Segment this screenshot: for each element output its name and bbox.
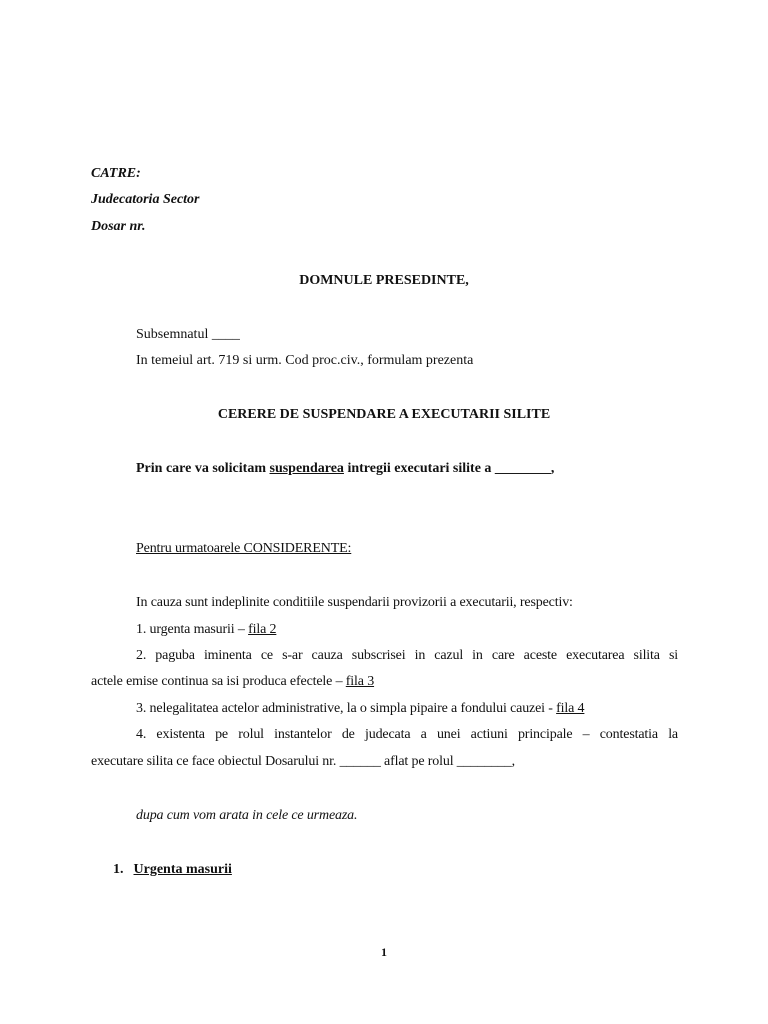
condition-1-ref: fila 2 [248, 622, 277, 637]
condition-2-text: actele emise continua sa isi produca efectele – [91, 674, 346, 689]
condition-2-line-1: 2. paguba iminenta ce s-ar cauza subscrisei in cazul in care aceste executarea silita si [136, 648, 678, 663]
court-name: Judecatoria Sector [91, 192, 200, 207]
condition-2-ref: fila 3 [345, 674, 375, 689]
page-number: 1 [381, 945, 387, 959]
condition-2-line-2 [91, 673, 374, 691]
request-suffix: intregii executari silite a ________, [343, 461, 555, 476]
recipient-label: CATRE: [91, 166, 141, 181]
salutation: DOMNULE PRESEDINTE, [299, 273, 469, 288]
conditions-intro: In cauza sunt indeplinite conditiile suspendarii provizorii a executarii, respectiv: [136, 595, 573, 610]
request-prefix: Prin care va solicitam [136, 461, 270, 476]
section-1-title: Urgenta masurii [133, 862, 232, 877]
document-title: CERERE DE SUSPENDARE A EXECUTARII SILITE [217, 407, 551, 422]
legal-basis-line: In temeiul art. 719 si urm. Cod proc.civ., formulam prezenta [136, 353, 474, 368]
condition-3 [136, 700, 584, 718]
request-keyword: suspendarea [269, 461, 344, 476]
condition-3-ref: fila 4 [556, 701, 585, 716]
considerations-heading: Pentru urmatoarele CONSIDERENTE: [136, 541, 352, 556]
closing-line: dupa cum vom arata in cele ce urmeaza. [136, 808, 358, 823]
condition-1 [136, 621, 276, 639]
case-number-label: Dosar nr. [91, 219, 146, 234]
request-line [136, 460, 554, 478]
section-1-number: 1. [113, 862, 124, 877]
condition-4-line-2: executare silita ce face obiectul Dosarului nr. ______ aflat pe rolul ________, [91, 754, 515, 769]
condition-4-line-1: 4. existenta pe rolul instantelor de judecata a unei actiuni principale – contestatia la [136, 727, 678, 742]
condition-3-text: 3. nelegalitatea actelor administrative, la o simpla pipaire a fondului cauzei - [136, 701, 557, 716]
condition-1-text: 1. urgenta masurii – [136, 622, 249, 637]
undersigned-line: Subsemnatul ____ [136, 327, 240, 342]
section-1-heading [113, 861, 232, 879]
